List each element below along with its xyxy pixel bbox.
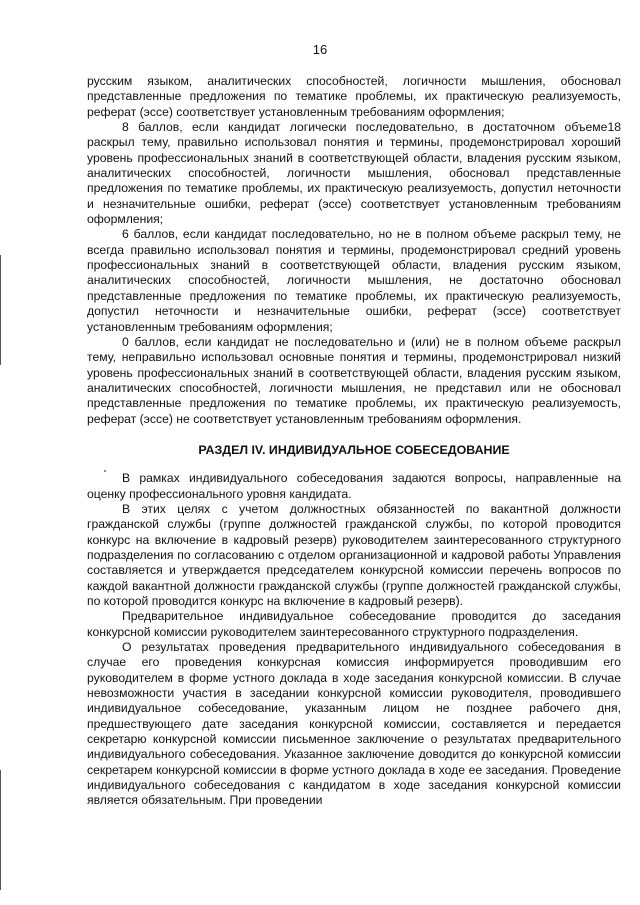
paragraph: О результатах проведения предварительного индивидуального собеседования в случае его проведения конкурсная комиссия информируется проводившим его руководителем в форме устного доклада в ходе заседания конкурсной комиссии. В случае невозможности участия в заседании конкурсной комиссии руководителя, проводившего индивидуальное собеседование, указанным лицом не позднее рабочего дня, предшествующего дате заседания конкурсной комиссии, составляется и передается секретарю конкурсной комиссии письменное заключение о результатах предварительного индивидуального собеседования. Указанное заключение доводится до конкурсной комиссии секретарем конкурсной комиссии в форме устного доклада в ходе ее заседания. Проведение индивидуального собеседования с кандидатом в ходе заседания конкурсной комиссии является обязательным. При проведении: [87, 640, 621, 808]
paragraph: Предварительное индивидуальное собеседование проводится до заседания конкурсной комиссии руководителем заинтересованного структурного подразделения.: [87, 609, 621, 639]
scan-margin-mark: [0, 255, 1, 365]
section-heading: РАЗДЕЛ IV. ИНДИВИДУАЛЬНОЕ СОБЕСЕДОВАНИЕ: [198, 442, 510, 457]
paragraph: В этих целях с учетом должностных обязанностей по вакантной должности гражданской службы (группе должностей гражданской службы, по которой проводится конкурс на включение в кадровый резерв) руководителем заинтересованного структурного подразделения по согласованию с отделом организационной и кадровой работы Управления составляется и утверждается председателем конкурсной комиссии перечень вопросов по каждой вакантной должности гражданской службы (группе должностей гражданской службы, по которой проводится конкурс на включение в кадровый резерв).: [87, 501, 621, 608]
paragraph: 0 баллов, если кандидат не последовательно и (или) не в полном объеме раскрыл тему, неправильно использовал основные понятия и термины, продемонстрировал низкий уровень профессиональных знаний в соответствующей области, владения русским языком, аналитических способностей, логичности мышления, не представил или не обосновал представленные предложения по тематике проблемы, их практическую реализуемость, реферат (эссе) не соответствует установленным требованиям оформления.: [87, 334, 621, 426]
paragraph: В рамках индивидуального собеседования задаются вопросы, направленные на оценку профессионального уровня кандидата.: [87, 471, 621, 501]
scan-margin-mark: [0, 770, 1, 890]
paragraph: 8 баллов, если кандидат логически последовательно, в достаточном объеме18 раскрыл тему, правильно использовал понятия и термины, продемонстрировал хороший уровень профессиональных знаний в соответствующей области, владения русским языком, аналитических способностей, логичности мышления, обосновал представленные предложения по тематике проблемы, их практическую реализуемость, допустил неточности и незначительные ошибки, реферат (эссе) соответствует установленным требованиям оформления;: [87, 120, 621, 227]
paragraph: 6 баллов, если кандидат последовательно, но не в полном объеме раскрыл тему, не всегда правильно использовал понятия и термины, продемонстрировал средний уровень профессиональных знаний в соответствующей области, владения русским языком, аналитических способностей, логичности мышления, не достаточно обосновал представленные предложения по тематике проблемы, их практическую реализуемость, допустил неточности и незначительные ошибки, реферат (эссе) соответствует установленным требованиям оформления;: [87, 227, 621, 334]
page-number: 16: [312, 42, 328, 57]
document-body: [87, 74, 621, 809]
paragraph: русским языком, аналитических способностей, логичности мышления, обосновал представленные предложения по тематике проблемы, их практическую реализуемость, реферат (эссе) соответствует установленным требованиям оформления;: [87, 74, 621, 119]
